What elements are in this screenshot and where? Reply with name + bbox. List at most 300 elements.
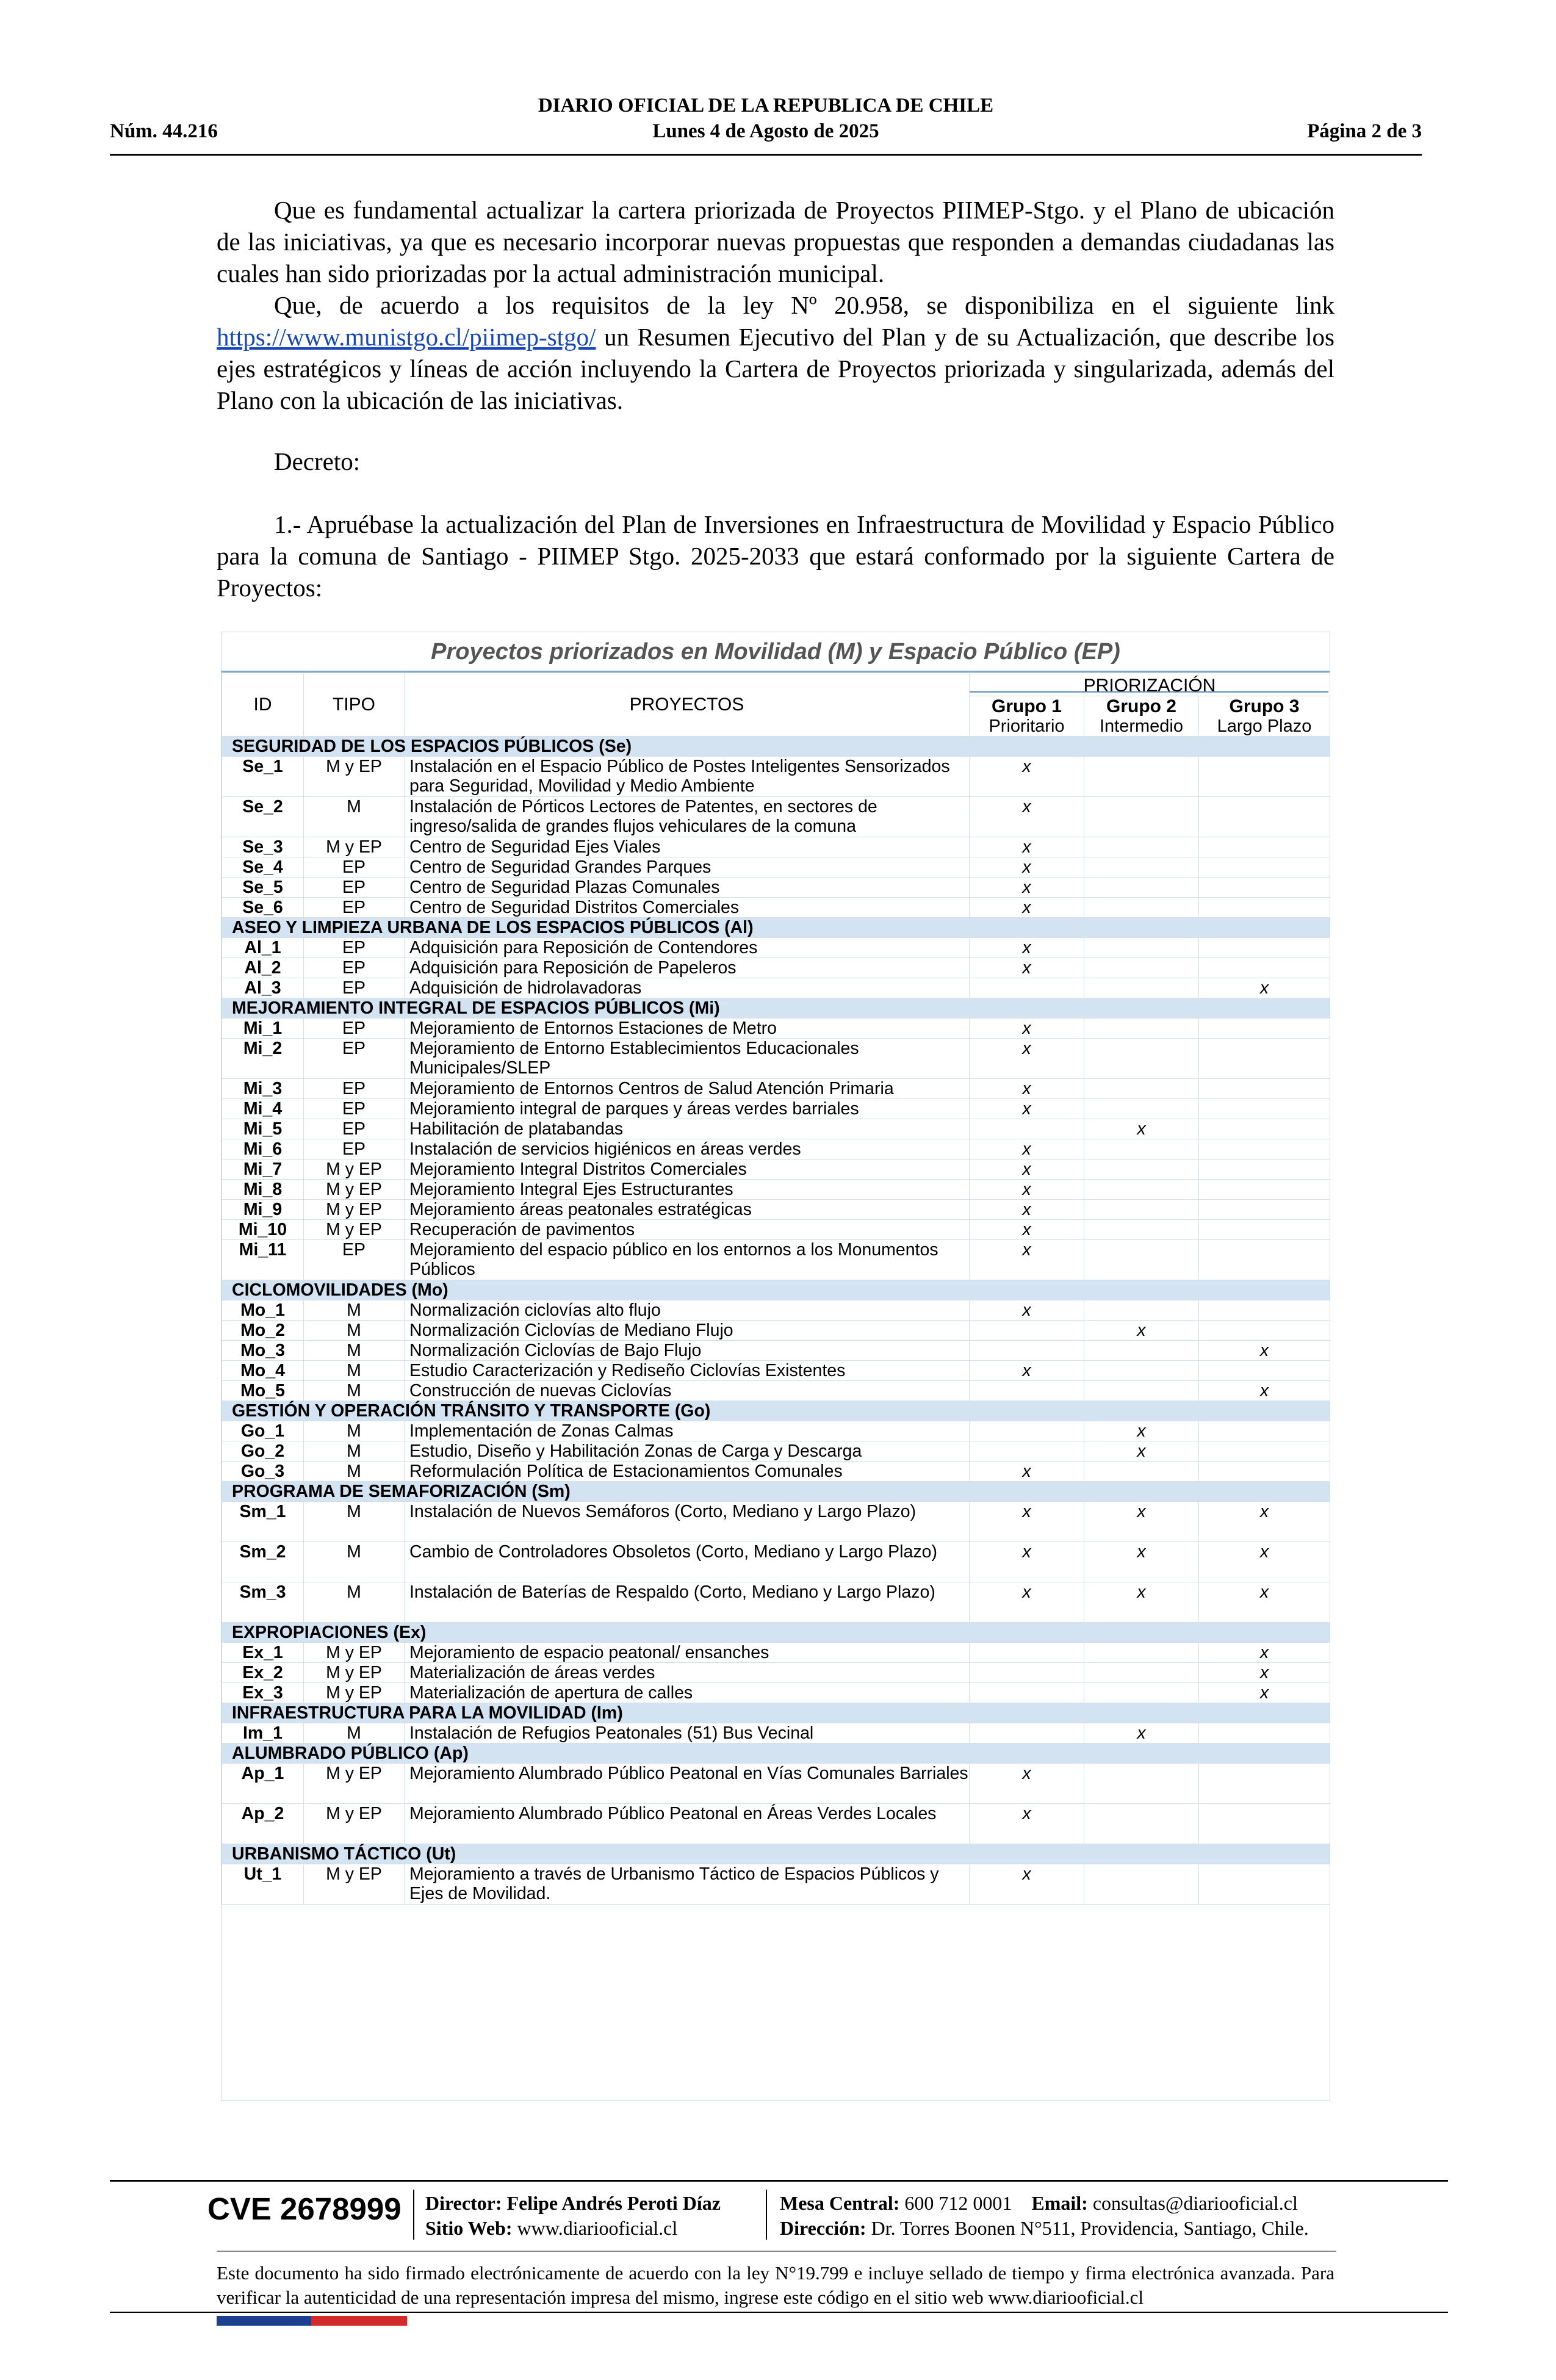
grupo-2-mark [1084,898,1199,918]
project-name: Recuperación de pavimentos [405,1220,970,1240]
grupo-1-mark [970,1582,1084,1623]
project-type: M [304,797,405,837]
grupo-1-mark [970,1804,1084,1844]
project-id: Al_2 [222,958,304,978]
grupo-1-mark [970,857,1084,878]
priority-x-mark: x [1022,938,1031,957]
legal-notice: Este documento ha sido firmado electrónicamente de acuerdo con la ley N°19.799 e incluye sellado de tiempo y firma electrónica avanzada. Para verificar la autenticidad de una representación impresa del mismo, ingrese este código en el sitio web www.diariooficial.cl [217,2262,1334,2308]
grupo-1-mark [970,878,1084,898]
project-type: EP [304,898,405,918]
priority-x-mark: x [1022,1804,1031,1823]
priority-x-mark: x [1259,1381,1269,1401]
grupo-3-mark [1199,1381,1330,1401]
priority-x-mark: x [1137,1542,1146,1562]
project-id: Mi_6 [222,1139,304,1159]
priority-x-mark: x [1022,1582,1031,1602]
grupo-2-mark [1084,757,1199,797]
cve-code: CVE 2678999 [207,2191,402,2226]
grupo-2-mark [1084,1582,1199,1623]
project-id: Mi_3 [222,1079,304,1099]
project-name: Centro de Seguridad Plazas Comunales [405,878,970,898]
table-row [222,1019,1330,1039]
project-type: M [304,1341,405,1361]
grupo-2-mark [1084,1321,1199,1341]
project-id: Se_4 [222,857,304,878]
project-id: Sm_1 [222,1502,304,1542]
priority-x-mark: x [1137,1441,1146,1461]
grupo-3-mark [1199,1220,1330,1240]
grupo-1-mark [970,1663,1084,1683]
grupo-2-mark [1084,1683,1199,1703]
priority-x-mark: x [1259,1683,1269,1703]
grupo-1-mark [970,938,1084,958]
grupo-2-mark [1084,878,1199,898]
priority-x-mark: x [1022,1361,1031,1380]
grupo-1-mark [970,757,1084,797]
project-name: Normalización ciclovías alto flujo [405,1300,970,1321]
section-title: CICLOMOVILIDADES (Mo) [222,1280,1330,1300]
section-title: ALUMBRADO PÚBLICO (Ap) [222,1744,1330,1764]
grupo-2-mark [1084,1099,1199,1119]
grupo-3-mark [1199,958,1330,978]
project-name: Mejoramiento de espacio peatonal/ ensanches [405,1643,970,1663]
project-id: Se_6 [222,898,304,918]
publication-title: DIARIO OFICIAL DE LA REPUBLICA DE CHILE [538,95,994,117]
section-title: GESTIÓN Y OPERACIÓN TRÁNSITO Y TRANSPORTE (Go) [222,1401,1330,1421]
grupo-1-mark [970,1139,1084,1159]
section-title: INFRAESTRUCTURA PARA LA MOVILIDAD (Im) [222,1703,1330,1723]
table-row [222,1180,1330,1200]
grupo-2-mark [1084,958,1199,978]
project-name: Instalación de Refugios Peatonales (51) Bus Vecinal [405,1723,970,1744]
grupo-2-mark [1084,1039,1199,1079]
priority-x-mark: x [1022,1764,1031,1783]
section-title: EXPROPIACIONES (Ex) [222,1623,1330,1643]
project-type: M y EP [304,1764,405,1804]
table-row [222,1421,1330,1441]
project-id: Ap_1 [222,1764,304,1804]
project-id: Se_3 [222,837,304,857]
contact-line [780,2191,1309,2216]
paragraph-2-text [217,289,1334,416]
project-id: Ut_1 [222,1864,304,1905]
col-header-grupo-1 [970,696,1084,737]
project-type: M y EP [304,837,405,857]
grupo-2-mark [1084,857,1199,878]
project-id: Mi_7 [222,1159,304,1180]
footer-bottom-rule [110,2312,1448,2313]
decree-heading-text: Decreto: [274,447,361,475]
grupo-2-mark [1084,1663,1199,1683]
grupo-3-mark [1199,1079,1330,1099]
header-divider [110,154,1422,156]
section-header-row [222,1482,1330,1502]
section-header-row [222,1744,1330,1764]
projects-table-body [222,737,1330,1905]
project-type: M [304,1502,405,1542]
project-id: Al_3 [222,978,304,998]
table-row [222,1220,1330,1240]
grupo-3-mark [1199,1421,1330,1441]
project-name: Instalación en el Espacio Público de Postes Inteligentes Sensorizados para Seguridad, Movilidad y Medio Ambiente [405,757,970,797]
project-type: EP [304,1079,405,1099]
project-id: Se_2 [222,797,304,837]
table-row [222,1099,1330,1119]
table-row [222,1139,1330,1159]
grupo-3-mark [1199,1683,1330,1703]
project-id: Go_2 [222,1441,304,1462]
project-id: Mi_11 [222,1240,304,1280]
paragraph-2-part-b: un Resumen Ejecutivo del Plan y de su Actualización, que describe los ejes estratégicos y líneas de acción incluyendo la Cartera de Proyectos priorizada y singularizada, además del Plano con la ubicación de las iniciativas. [217,323,1334,414]
project-id: Im_1 [222,1723,304,1744]
project-type: M [304,1361,405,1381]
grupo-3-mark [1199,1240,1330,1280]
grupo-3-mark [1199,1159,1330,1180]
paragraph-2-part-a: Que, de acuerdo a los requisitos de la ley Nº 20.958, se disponibiliza en el siguiente link [274,291,1334,319]
project-type: M [304,1462,405,1482]
priority-x-mark: x [1022,1240,1031,1260]
project-type: EP [304,1240,405,1280]
grupo-1-mark [970,1180,1084,1200]
grupo-3-mark [1199,1764,1330,1804]
project-type: M [304,1321,405,1341]
email-value[interactable]: consultas@diariooficial.cl [1092,2192,1298,2214]
grupo-3-mark [1199,1139,1330,1159]
project-type: EP [304,1119,405,1139]
project-name: Instalación de Pórticos Lectores de Patentes, en sectores de ingreso/salida de grandes flujos vehiculares de la comuna [405,797,970,837]
project-type: EP [304,1139,405,1159]
col-header-grupo-2 [1084,696,1199,737]
project-id: Se_1 [222,757,304,797]
project-name: Mejoramiento Alumbrado Público Peatonal en Áreas Verdes Locales [405,1804,970,1844]
address-label: Dirección: [780,2217,866,2239]
section-header-row [222,998,1330,1019]
table-row [222,857,1330,878]
grupo-1-mark [970,1723,1084,1744]
grupo-1-mark [970,1441,1084,1462]
grupo-1-mark [970,1381,1084,1401]
project-type: M y EP [304,1159,405,1180]
grupo-1-mark [970,1119,1084,1139]
grupo-1-mark [970,1240,1084,1280]
project-id: Ex_3 [222,1683,304,1703]
grupo-1-mark [970,978,1084,998]
project-name: Reformulación Política de Estacionamientos Comunales [405,1462,970,1482]
grupo-1-mark [970,1361,1084,1381]
project-name: Instalación de Baterías de Respaldo (Corto, Mediano y Largo Plazo) [405,1582,970,1623]
website-label: Sitio Web: [425,2217,513,2239]
grupo-3-mark [1199,1200,1330,1220]
grupo-2-mark [1084,1381,1199,1401]
project-type: M [304,1381,405,1401]
grupo-2-mark [1084,1180,1199,1200]
grupo-3-mark [1199,1663,1330,1683]
table-row [222,1200,1330,1220]
project-id: Mi_8 [222,1180,304,1200]
grupo-3-mark [1199,1019,1330,1039]
grupo-1-mark [970,1341,1084,1361]
project-name: Instalación de Nuevos Semáforos (Corto, Mediano y Largo Plazo) [405,1502,970,1542]
priority-x-mark: x [1022,958,1031,978]
project-type: M y EP [304,1200,405,1220]
priority-x-mark: x [1022,797,1031,817]
paragraph-2 [217,289,1334,416]
priority-x-mark: x [1022,1139,1031,1159]
col-header-priorizacion: PRIORIZACIÓN [970,673,1330,696]
table-row [222,1582,1330,1623]
footer-director-block [425,2191,721,2241]
project-id: Mo_5 [222,1381,304,1401]
project-name: Normalización Ciclovías de Mediano Flujo [405,1321,970,1341]
grupo-2-mark [1084,1220,1199,1240]
section-title: PROGRAMA DE SEMAFORIZACIÓN (Sm) [222,1482,1330,1502]
grupo-3-mark [1199,938,1330,958]
address-value: Dr. Torres Boonen N°511, Providencia, Santiago, Chile. [871,2217,1309,2239]
grupo-2-mark [1084,1361,1199,1381]
project-id: Mi_10 [222,1220,304,1240]
address-line [780,2216,1309,2241]
grupo-3-mark [1199,1502,1330,1542]
grupo-3-mark [1199,857,1330,878]
project-type: M [304,1582,405,1623]
grupo-3-mark [1199,1119,1330,1139]
project-name: Normalización Ciclovías de Bajo Flujo [405,1341,970,1361]
grupo-3-mark [1199,878,1330,898]
table-row [222,1643,1330,1663]
grupo-2-mark [1084,1502,1199,1542]
priority-x-mark: x [1259,978,1269,998]
grupo-1-subtitle: Prioritario [989,716,1065,736]
grupo-1-mark [970,1019,1084,1039]
grupo-1-mark [970,1039,1084,1079]
page-indicator: Página 2 de 3 [1307,120,1422,142]
priority-x-mark: x [1137,1421,1146,1441]
grupo-3-mark [1199,1582,1330,1623]
projects-table [222,673,1330,1905]
table-row [222,1361,1330,1381]
project-name: Materialización de áreas verdes [405,1663,970,1683]
table-row [222,898,1330,918]
table-row [222,1300,1330,1321]
col-header-grupo-3 [1199,696,1330,737]
col-header-id: ID [222,673,304,737]
project-type: EP [304,978,405,998]
grupo-1-mark [970,898,1084,918]
project-id: Mi_5 [222,1119,304,1139]
project-id: Mo_3 [222,1341,304,1361]
priority-x-mark: x [1259,1542,1269,1562]
project-type: EP [304,878,405,898]
grupo-1-mark [970,1421,1084,1441]
section-header-row [222,1703,1330,1723]
project-name: Centro de Seguridad Ejes Viales [405,837,970,857]
priority-x-mark: x [1022,1542,1031,1562]
project-name: Mejoramiento de Entornos Estaciones de Metro [405,1019,970,1039]
table-row [222,1804,1330,1844]
footer-top-rule [110,2180,1448,2182]
table-row [222,1159,1330,1180]
grupo-1-mark [970,1079,1084,1099]
project-name: Mejoramiento a través de Urbanismo Táctico de Espacios Públicos y Ejes de Movilidad. [405,1864,970,1905]
grupo-2-mark [1084,1421,1199,1441]
piimep-link[interactable]: https://www.munistgo.cl/piimep-stgo/ [217,323,596,351]
grupo-2-mark [1084,1159,1199,1180]
priority-x-mark: x [1022,1099,1031,1119]
grupo-2-mark [1084,1200,1199,1220]
grupo-2-mark [1084,1643,1199,1663]
project-type: EP [304,1019,405,1039]
project-name: Mejoramiento Integral Ejes Estructurantes [405,1180,970,1200]
project-name: Centro de Seguridad Grandes Parques [405,857,970,878]
table-row [222,1663,1330,1683]
grupo-1-mark [970,1200,1084,1220]
section-title: ASEO Y LIMPIEZA URBANA DE LOS ESPACIOS PÚBLICOS (Al) [222,918,1330,938]
section-header-row [222,1401,1330,1421]
project-type: M y EP [304,1663,405,1683]
project-name: Mejoramiento integral de parques y áreas verdes barriales [405,1099,970,1119]
project-type: M [304,1441,405,1462]
project-type: EP [304,958,405,978]
table-header-row-1 [222,673,1330,696]
section-title: URBANISMO TÁCTICO (Ut) [222,1844,1330,1864]
priority-x-mark: x [1137,1321,1146,1340]
flag-stripe-blue [217,2316,311,2326]
project-name: Adquisición para Reposición de Papeleros [405,958,970,978]
table-row [222,1079,1330,1099]
website-value[interactable]: www.diariooficial.cl [517,2217,678,2239]
project-name: Mejoramiento de Entornos Centros de Salud Atención Primaria [405,1079,970,1099]
project-type: M [304,1723,405,1744]
grupo-3-mark [1199,898,1330,918]
grupo-1-mark [970,1683,1084,1703]
priority-x-mark: x [1259,1643,1269,1662]
project-type: M y EP [304,757,405,797]
project-id: Sm_3 [222,1582,304,1623]
grupo-2-mark [1084,978,1199,998]
project-type: M [304,1421,405,1441]
grupo-2-mark [1084,1341,1199,1361]
project-name: Mejoramiento del espacio público en los entornos a los Monumentos Públicos [405,1240,970,1280]
grupo-2-mark [1084,1240,1199,1280]
grupo-3-mark [1199,1099,1330,1119]
grupo-2-mark [1084,1804,1199,1844]
grupo-2-mark [1084,1864,1199,1905]
project-id: Ex_1 [222,1643,304,1663]
table-row [222,1683,1330,1703]
project-type: EP [304,1039,405,1079]
priority-x-mark: x [1022,898,1031,917]
section-header-row [222,1280,1330,1300]
project-name: Mejoramiento Integral Distritos Comerciales [405,1159,970,1180]
section-title: MEJORAMIENTO INTEGRAL DE ESPACIOS PÚBLICOS (Mi) [222,998,1330,1019]
grupo-3-mark [1199,1321,1330,1341]
project-id: Mo_4 [222,1361,304,1381]
project-name: Adquisición de hidrolavadoras [405,978,970,998]
paragraph-decree-1-text: 1.- Apruébase la actualización del Plan de Inversiones en Infraestructura de Movilidad y Espacio Público para la comuna de Santiago - PIIMEP Stgo. 2025-2033 que estará conformado por la siguiente Cartera de Proyectos: [217,510,1334,602]
priority-x-mark: x [1259,1582,1269,1602]
priority-x-mark: x [1022,1159,1031,1179]
table-title: Proyectos priorizados en Movilidad (M) y Espacio Público (EP) [431,639,1120,665]
project-type: M y EP [304,1180,405,1200]
priority-x-mark: x [1022,1200,1031,1219]
grupo-3-mark [1199,757,1330,797]
project-type: M y EP [304,1220,405,1240]
grupo-1-mark [970,837,1084,857]
grupo-1-mark [970,797,1084,837]
project-id: Se_5 [222,878,304,898]
grupo-1-mark [970,1643,1084,1663]
project-name: Habilitación de platabandas [405,1119,970,1139]
priority-x-mark: x [1259,1502,1269,1521]
project-id: Sm_2 [222,1542,304,1582]
project-type: M y EP [304,1864,405,1905]
priority-x-mark: x [1022,837,1031,857]
section-header-row [222,1844,1330,1864]
table-row [222,1542,1330,1582]
table-row [222,1381,1330,1401]
project-id: Mi_4 [222,1099,304,1119]
grupo-2-mark [1084,938,1199,958]
grupo-2-mark [1084,1119,1199,1139]
flag-stripe-red [311,2316,407,2326]
project-type: M y EP [304,1804,405,1844]
mesa-value: 600 712 0001 [904,2192,1012,2214]
priority-x-mark: x [1022,1502,1031,1521]
project-name: Estudio Caracterización y Rediseño Ciclovías Existentes [405,1361,970,1381]
paragraph-1 [217,194,1334,289]
grupo-1-mark [970,1502,1084,1542]
grupo-3-mark [1199,1723,1330,1744]
priority-x-mark: x [1259,1341,1269,1360]
grupo-3-mark [1199,1441,1330,1462]
project-name: Implementación de Zonas Calmas [405,1421,970,1441]
projects-table-container [221,632,1330,2101]
table-row [222,1321,1330,1341]
table-row [222,837,1330,857]
priority-x-mark: x [1259,1663,1269,1682]
grupo-3-mark [1199,1361,1330,1381]
project-id: Go_1 [222,1421,304,1441]
project-id: Ex_2 [222,1663,304,1683]
priority-x-mark: x [1022,757,1031,776]
footer-mid-rule [217,2251,1336,2252]
project-name: Centro de Seguridad Distritos Comerciales [405,898,970,918]
grupo-3-mark [1199,1864,1330,1905]
grupo-1-mark [970,1764,1084,1804]
paragraph-1-text: Que es fundamental actualizar la cartera priorizada de Proyectos PIIMEP-Stgo. y el Plano de ubicación de las iniciativas, ya que es necesario incorporar nuevas propuestas que responden a demandas ciudadanas las cuales han sido priorizadas por la actual administración municipal. [217,196,1334,287]
director-line [425,2191,721,2216]
project-name: Cambio de Controladores Obsoletos (Corto, Mediano y Largo Plazo) [405,1542,970,1582]
grupo-2-mark [1084,1441,1199,1462]
grupo-2-mark [1084,1139,1199,1159]
priority-x-mark: x [1022,1039,1031,1058]
table-row [222,1441,1330,1462]
grupo-3-mark [1199,1542,1330,1582]
section-header-row [222,918,1330,938]
table-row [222,1723,1330,1744]
section-title: SEGURIDAD DE LOS ESPACIOS PÚBLICOS (Se) [222,737,1330,757]
grupo-1-mark [970,1864,1084,1905]
footer-separator-1 [413,2190,414,2240]
project-id: Mo_2 [222,1321,304,1341]
project-id: Ap_2 [222,1804,304,1844]
grupo-3-mark [1199,837,1330,857]
director-name: Felipe Andrés Peroti Díaz [506,2192,721,2214]
section-header-row [222,1623,1330,1643]
project-type: EP [304,1099,405,1119]
col-header-tipo: TIPO [304,673,405,737]
grupo-3-subtitle: Largo Plazo [1217,716,1312,736]
